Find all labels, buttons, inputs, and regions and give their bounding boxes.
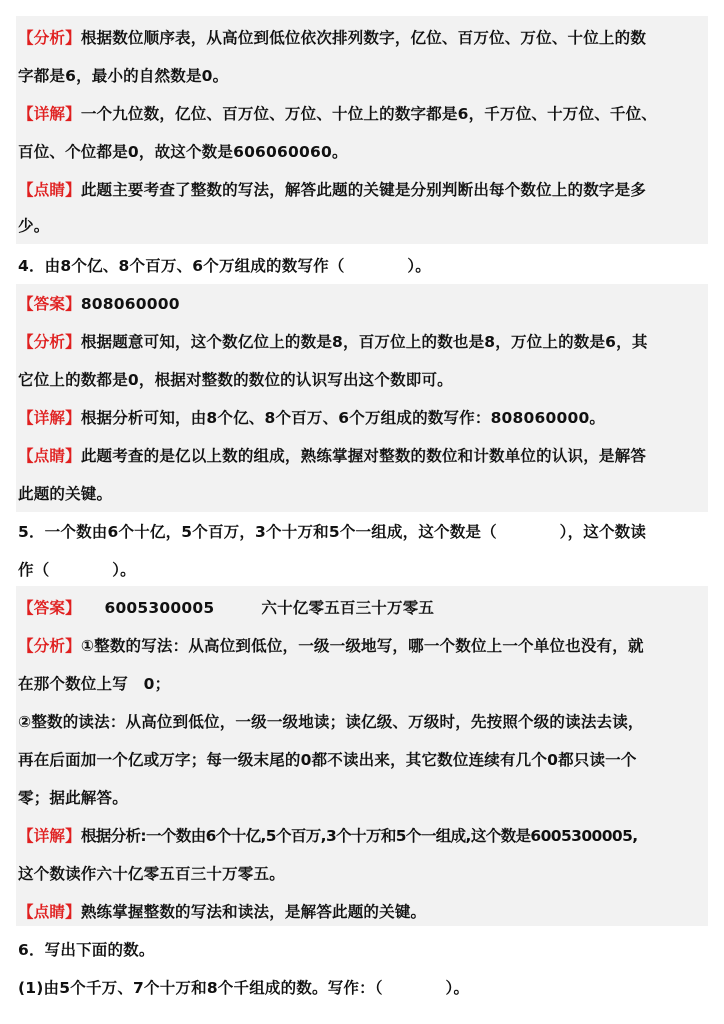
answer-tag: 【答案】 xyxy=(18,295,81,313)
comment-tag: 【点睛】 xyxy=(18,903,81,921)
text-line xyxy=(18,902,426,922)
comment-tag: 【点睛】 xyxy=(18,181,81,199)
answer-tag: 【答案】 xyxy=(18,599,74,617)
text-line xyxy=(18,750,637,770)
question-5-cont xyxy=(18,560,136,580)
analysis-tag: 【分析】 xyxy=(18,333,81,351)
line-text: 根据分析可知，由8个亿、8个百万、6个万组成的数写作：808060000。 xyxy=(80,409,606,427)
answer-value: 6005300005 六十亿零五百三十万零五 xyxy=(73,599,435,617)
question-text: 4．由8个亿、8个百万、6个万组成的数写作（ ）。 xyxy=(18,257,431,275)
text-line xyxy=(18,826,638,846)
text-line xyxy=(18,788,128,808)
line-text: 熟练掌握整数的写法和读法，是解答此题的关键。 xyxy=(80,903,427,921)
line-text: 此题的关键。 xyxy=(18,485,113,503)
question-6 xyxy=(18,940,155,960)
comment-tag: 【点睛】 xyxy=(18,447,81,465)
line-text: 此题主要考查了整数的写法，解答此题的关键是分别判断出每个数位上的数字是多 xyxy=(80,181,647,199)
text-line xyxy=(18,294,180,314)
text-line xyxy=(18,142,348,162)
line-text: 再在后面加一个亿或万字；每一级末尾的0都不读出来，其它数位连续有几个0都只读一个 xyxy=(18,751,637,769)
solution-tag: 【详解】 xyxy=(18,105,81,123)
line-text: ①整数的写法：从高位到低位，一级一级地写，哪一个数位上一个单位也没有，就 xyxy=(80,637,644,655)
analysis-block-q3 xyxy=(16,16,708,244)
text-line xyxy=(18,332,648,352)
line-text: 根据数位顺序表，从高位到低位依次排列数字，亿位、百万位、万位、十位上的数 xyxy=(80,29,647,47)
text-line xyxy=(18,370,453,390)
text-line xyxy=(18,864,285,884)
line-text: 根据题意可知，这个数亿位上的数是8，百万位上的数也是8，万位上的数是6，其 xyxy=(80,333,648,351)
line-text: 少。 xyxy=(18,217,50,235)
line-text: ②整数的读法：从高位到低位，一级一级地读；读亿级、万级时，先按照个级的读法去读， xyxy=(18,713,644,731)
line-text: 它位上的数都是0，根据对整数的数位的认识写出这个数即可。 xyxy=(18,371,453,389)
line-text: 此题考查的是亿以上数的组成，熟练掌握对整数的数位和计数单位的认识，是解答 xyxy=(80,447,647,465)
solution-tag: 【详解】 xyxy=(18,827,81,845)
line-text: 零；据此解答。 xyxy=(18,789,128,807)
text-line xyxy=(18,446,646,466)
text-line xyxy=(18,712,644,732)
question-5 xyxy=(18,522,646,542)
text-line xyxy=(18,28,646,48)
answer-value: 808060000 xyxy=(80,295,180,313)
text-line xyxy=(18,598,434,618)
text-line xyxy=(18,408,605,428)
question-4 xyxy=(18,256,431,276)
line-text: 百位、个位都是0，故这个数是606060060。 xyxy=(18,143,348,161)
text-line xyxy=(18,484,112,504)
line-text: 一个九位数，亿位、百万位、万位、十位上的数字都是6，千万位、十万位、千位、 xyxy=(80,105,658,123)
text-line xyxy=(18,66,228,86)
solution-tag: 【详解】 xyxy=(18,409,81,427)
text-line xyxy=(18,216,49,236)
line-text: 字都是6，最小的自然数是0。 xyxy=(18,67,229,85)
question-text: 5．一个数由6个十亿，5个百万，3个十万和5个一组成，这个数是（ ），这个数读 xyxy=(18,523,647,541)
analysis-tag: 【分析】 xyxy=(18,29,81,47)
line-text: 根据分析:一个数由6个十亿,5个百万,3个十万和5个一组成,这个数是6005300005, xyxy=(80,827,638,845)
text-line xyxy=(18,104,657,124)
question-text: (1)由5个千万、7个十万和8个千组成的数。写作：（ ）。 xyxy=(18,979,470,997)
text-line xyxy=(18,636,644,656)
answer-block-q4 xyxy=(16,284,708,512)
question-text: 6．写出下面的数。 xyxy=(18,941,155,959)
analysis-tag: 【分析】 xyxy=(18,637,81,655)
text-line xyxy=(18,674,170,694)
line-text: 这个数读作六十亿零五百三十万零五。 xyxy=(18,865,285,883)
line-text: 在那个数位上写 0； xyxy=(18,675,171,693)
question-6-part-1 xyxy=(18,978,469,998)
question-text: 作（ ）。 xyxy=(18,561,136,579)
text-line xyxy=(18,180,646,200)
